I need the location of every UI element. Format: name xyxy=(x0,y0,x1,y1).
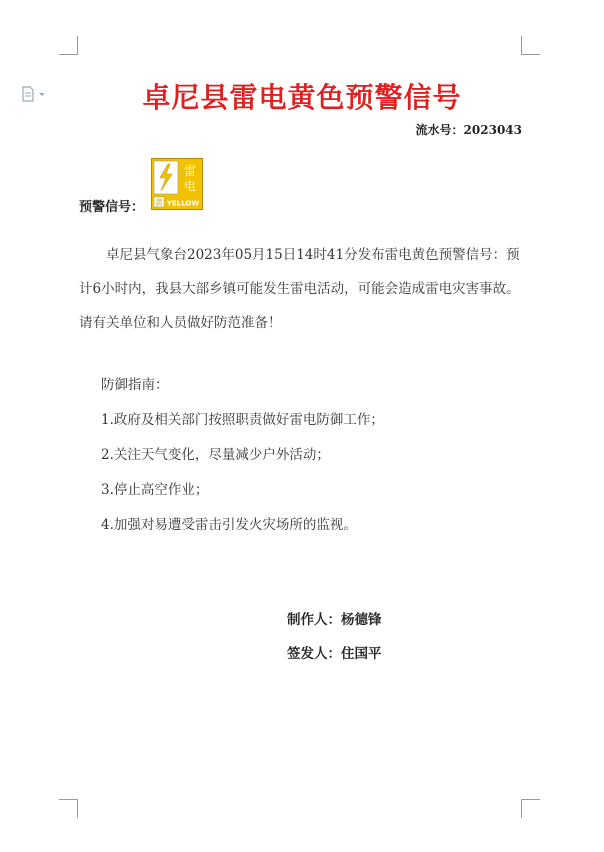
signal-char-bottom: 电 xyxy=(183,179,197,193)
guide-title: 防御指南： xyxy=(101,377,169,393)
signal-char-top: 雷 xyxy=(183,164,197,178)
warning-paragraph: 卓尼县气象台2023年05月15日14时41分发布雷电黄色预警信号：预计6小时内，我县大部乡镇可能发生雷电活动，可能会造成雷电灾害事故。请有关单位和人员做好防范准备！ xyxy=(79,247,520,331)
issuer-line: 签发人：住国平 xyxy=(287,646,382,662)
page-corner-mark-top-left xyxy=(59,36,78,55)
signal-label: 预警信号： xyxy=(79,200,145,215)
guide-item: 3.停止高空作业； xyxy=(101,482,209,498)
guide-item: 1.政府及相关部门按照职责做好雷电防御工作； xyxy=(101,412,384,428)
thunder-yellow-warning-icon xyxy=(151,158,203,210)
page-corner-mark-top-right xyxy=(521,36,540,55)
guide-item: 2.关注天气变化，尽量减少户外活动； xyxy=(101,447,330,463)
page-corner-mark-bottom-right xyxy=(521,799,540,818)
signal-banner-cn: 黄 xyxy=(155,198,163,208)
page-title: 卓尼县雷电黄色预警信号 xyxy=(142,81,462,114)
serial-number: 流水号：2023043 xyxy=(415,123,522,137)
maker-line: 制作人：杨德锋 xyxy=(287,612,382,628)
page-corner-mark-bottom-left xyxy=(59,799,78,818)
guide-item: 4.加强对易遭受雷击引发火灾场所的监视。 xyxy=(101,517,357,533)
signal-banner-text: YELLOW xyxy=(166,199,200,208)
guide-list xyxy=(101,403,384,543)
